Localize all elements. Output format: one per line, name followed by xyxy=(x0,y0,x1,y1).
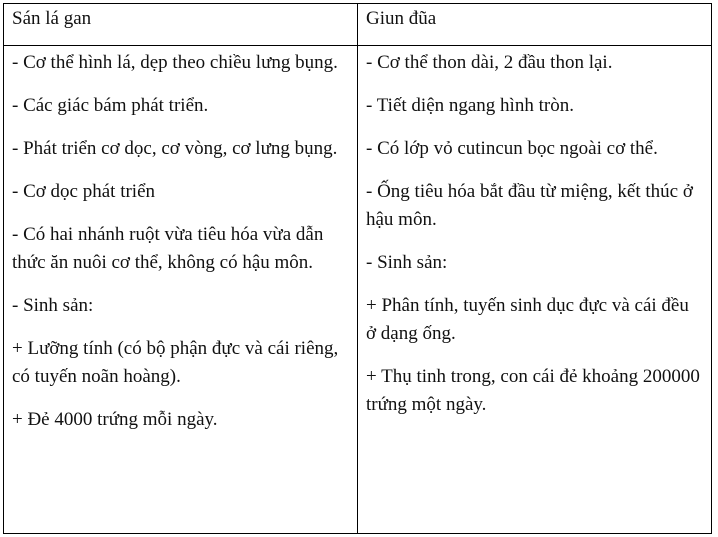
list-item: - Các giác bám phát triển. xyxy=(12,95,209,116)
table-header-row xyxy=(4,4,712,46)
header-cell-giun-dua: Giun đũa xyxy=(358,4,712,46)
list-item: + Thụ tinh trong, con cái đẻ khoảng 200000 trứng một ngày. xyxy=(366,366,700,415)
header-cell-san-la-gan: Sán lá gan xyxy=(4,4,358,46)
list-item: + Lưỡng tính (có bộ phận đực và cái riêng, có tuyến noãn hoàng). xyxy=(12,338,339,387)
list-item: - Tiết diện ngang hình tròn. xyxy=(366,95,574,116)
column-giun-dua xyxy=(358,46,712,534)
column-san-la-gan xyxy=(4,46,358,534)
comparison-table xyxy=(3,3,712,534)
list-item: - Có hai nhánh ruột vừa tiêu hóa vừa dẫn thức ăn nuôi cơ thể, không có hậu môn. xyxy=(12,224,324,273)
list-item: + Phân tính, tuyến sinh dục đực và cái đều ở dạng ống. xyxy=(366,295,689,344)
list-item: - Sinh sản: xyxy=(366,252,448,273)
list-item: - Phát triển cơ dọc, cơ vòng, cơ lưng bụng. xyxy=(12,138,338,159)
list-item: - Cơ dọc phát triển xyxy=(12,181,156,202)
list-item: + Đẻ 4000 trứng mỗi ngày. xyxy=(12,409,218,430)
list-item: - Sinh sản: xyxy=(12,295,94,316)
table-body-row xyxy=(4,46,712,534)
list-item: - Có lớp vỏ cutincun bọc ngoài cơ thể. xyxy=(366,138,658,159)
list-item: - Ống tiêu hóa bắt đầu từ miệng, kết thúc ở hậu môn. xyxy=(366,181,693,230)
list-item: - Cơ thể hình lá, dẹp theo chiều lưng bụng. xyxy=(12,52,338,73)
list-item: - Cơ thể thon dài, 2 đầu thon lại. xyxy=(366,52,613,73)
